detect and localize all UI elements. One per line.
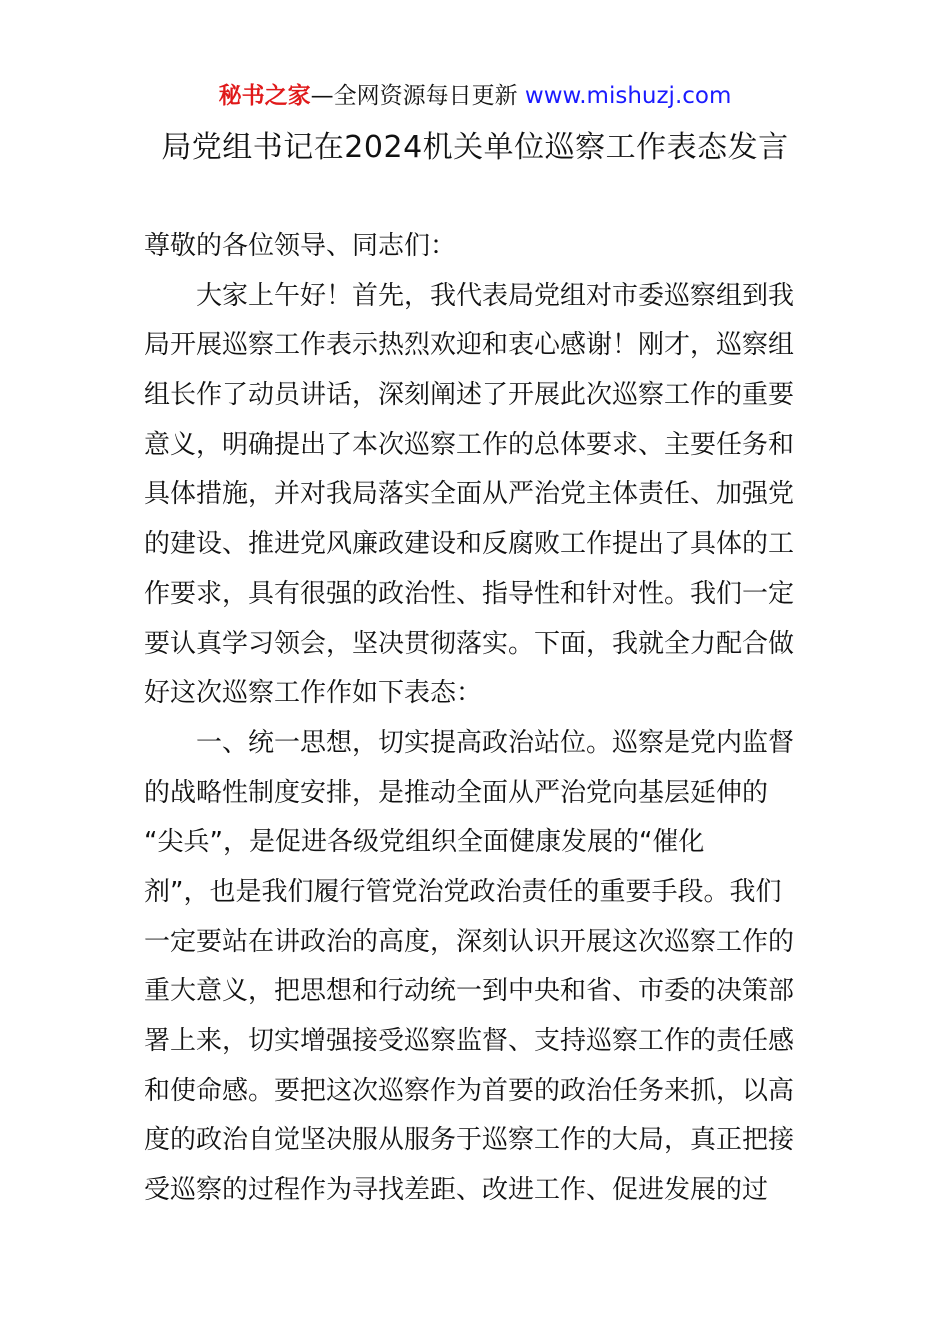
body-line: 意义，明确提出了本次巡察工作的总体要求、主要任务和: [144, 429, 795, 460]
body-line: 一、统一思想，切实提高政治站位。巡察是党内监督: [196, 727, 795, 758]
site-header: [0, 78, 950, 114]
body-line: 具体措施，并对我局落实全面从严治党主体责任、加强党: [144, 479, 795, 510]
body-line: 要认真学习领会，坚决贯彻落实。下面，我就全力配合做: [144, 628, 795, 659]
body-line: 剂”，也是我们履行管党治党政治责任的重要手段。我们: [144, 876, 782, 907]
body-line: 受巡察的过程作为寻找差距、改进工作、促进发展的过: [144, 1175, 769, 1206]
body-line: 好这次巡察工作作如下表态：: [144, 678, 483, 709]
body-line: 和使命感。要把这次巡察作为首要的政治任务来抓，以高: [144, 1075, 795, 1106]
body-line: 重大意义，把思想和行动统一到中央和省、市委的决策部: [144, 976, 795, 1007]
body-line: 作要求，具有很强的政治性、指导性和针对性。我们一定: [144, 578, 795, 609]
body-line: 的建设、推进党风廉政建设和反腐败工作提出了具体的工: [144, 529, 795, 560]
body-line: 的战略性制度安排，是推动全面从严治党向基层延伸的: [144, 777, 769, 808]
body-line: 度的政治自觉坚决服从服务于巡察工作的大局，真正把接: [144, 1125, 795, 1156]
document-title: 局党组书记在2024机关单位巡察工作表态发言: [161, 130, 789, 165]
body-line: 组长作了动员讲话，深刻阐述了开展此次巡察工作的重要: [144, 380, 795, 411]
body-line: 署上来，切实增强接受巡察监督、支持巡察工作的责任感: [144, 1026, 795, 1056]
document-body: [144, 222, 810, 1216]
body-line: 尊敬的各位领导、同志们：: [144, 231, 457, 261]
header-tagline: —全网资源每日更新: [310, 83, 525, 109]
body-line: “尖兵”，是促进各级党组织全面健康发展的“催化: [144, 827, 705, 858]
body-line: 一定要站在讲政治的高度，深刻认识开展这次巡察工作的: [144, 926, 795, 957]
body-line: 局开展巡察工作表示热烈欢迎和衷心感谢！刚才，巡察组: [144, 330, 795, 361]
brand-name: 秘书之家: [218, 83, 311, 109]
body-line: 大家上午好！首先，我代表局党组对市委巡察组到我: [196, 280, 795, 311]
site-url-link[interactable]: www.mishuzj.com: [524, 83, 732, 109]
